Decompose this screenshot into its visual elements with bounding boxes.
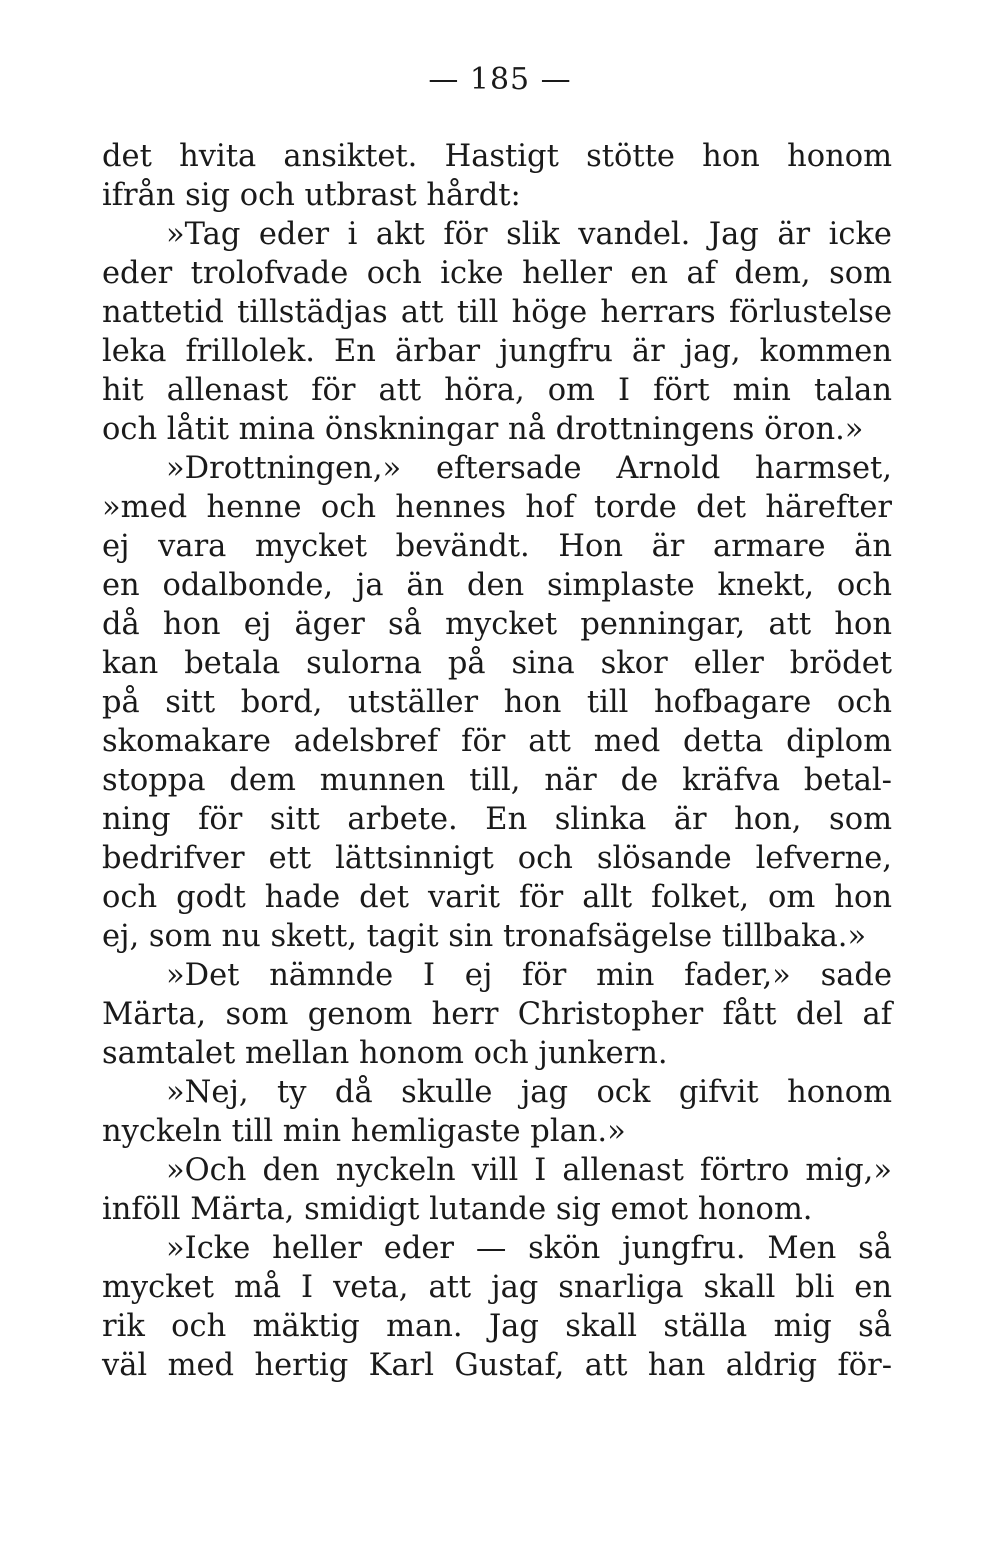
text-line: hit allenast för att höra, om I fört min talan: [102, 373, 892, 408]
text-line: eder trolofvade och icke heller en af dem, som: [102, 256, 892, 291]
text-line: mycket må I veta, att jag snarliga skall bli en: [102, 1270, 892, 1305]
text-line: skomakare adelsbref för att med detta diplom: [102, 724, 892, 759]
text-line: »Icke heller eder — skön jungfru. Men så: [166, 1231, 892, 1266]
text-line: »Det nämnde I ej för min fader,» sade: [166, 958, 892, 993]
text-line: en odalbonde, ja än den simplaste knekt, och: [102, 568, 892, 603]
page-number: — 185 —: [428, 62, 572, 97]
text-line: ej vara mycket bevändt. Hon är armare än: [102, 529, 892, 564]
text-line: det hvita ansiktet. Hastigt stötte hon honom: [102, 139, 892, 174]
text-line: ning för sitt arbete. En slinka är hon, som: [102, 802, 892, 837]
text-line: ej, som nu skett, tagit sin tronafsägelse tillbaka.»: [102, 919, 867, 954]
text-line: »Tag eder i akt för slik vandel. Jag är icke: [166, 217, 892, 252]
text-line: då hon ej äger så mycket penningar, att hon: [102, 607, 892, 642]
text-line: »Drottningen,» eftersade Arnold harmset,: [166, 451, 892, 486]
text-line: »med henne och hennes hof torde det härefter: [102, 490, 892, 525]
text-line: och låtit mina önskningar nå drottningens öron.»: [102, 412, 864, 447]
text-line: bedrifver ett lättsinnigt och slösande lefverne,: [102, 841, 892, 876]
text-line: ifrån sig och utbrast hårdt:: [102, 178, 521, 213]
text-line: leka frillolek. En ärbar jungfru är jag, kommen: [102, 334, 892, 369]
text-line: »Nej, ty då skulle jag ock gifvit honom: [166, 1075, 892, 1110]
text-line: nyckeln till min hemligaste plan.»: [102, 1114, 626, 1149]
body-text: [102, 137, 892, 1385]
text-line: samtalet mellan honom och junkern.: [102, 1036, 668, 1071]
text-line: på sitt bord, utställer hon till hofbagare och: [102, 685, 892, 720]
text-line: Märta, som genom herr Christopher fått del af: [102, 997, 892, 1032]
text-line: kan betala sulorna på sina skor eller brödet: [102, 646, 892, 681]
text-line: inföll Märta, smidigt lutande sig emot honom.: [102, 1192, 813, 1227]
text-line: nattetid tillstädjas att till höge herrars förlustelse: [102, 295, 892, 330]
text-line: stoppa dem munnen till, när de kräfva betal-: [102, 763, 892, 798]
text-line: rik och mäktig man. Jag skall ställa mig så: [102, 1309, 892, 1344]
text-line: »Och den nyckeln vill I allenast förtro mig,»: [166, 1153, 892, 1188]
text-line: väl med hertig Karl Gustaf, att han aldrig för-: [102, 1348, 892, 1383]
text-line: och godt hade det varit för allt folket, om hon: [102, 880, 892, 915]
